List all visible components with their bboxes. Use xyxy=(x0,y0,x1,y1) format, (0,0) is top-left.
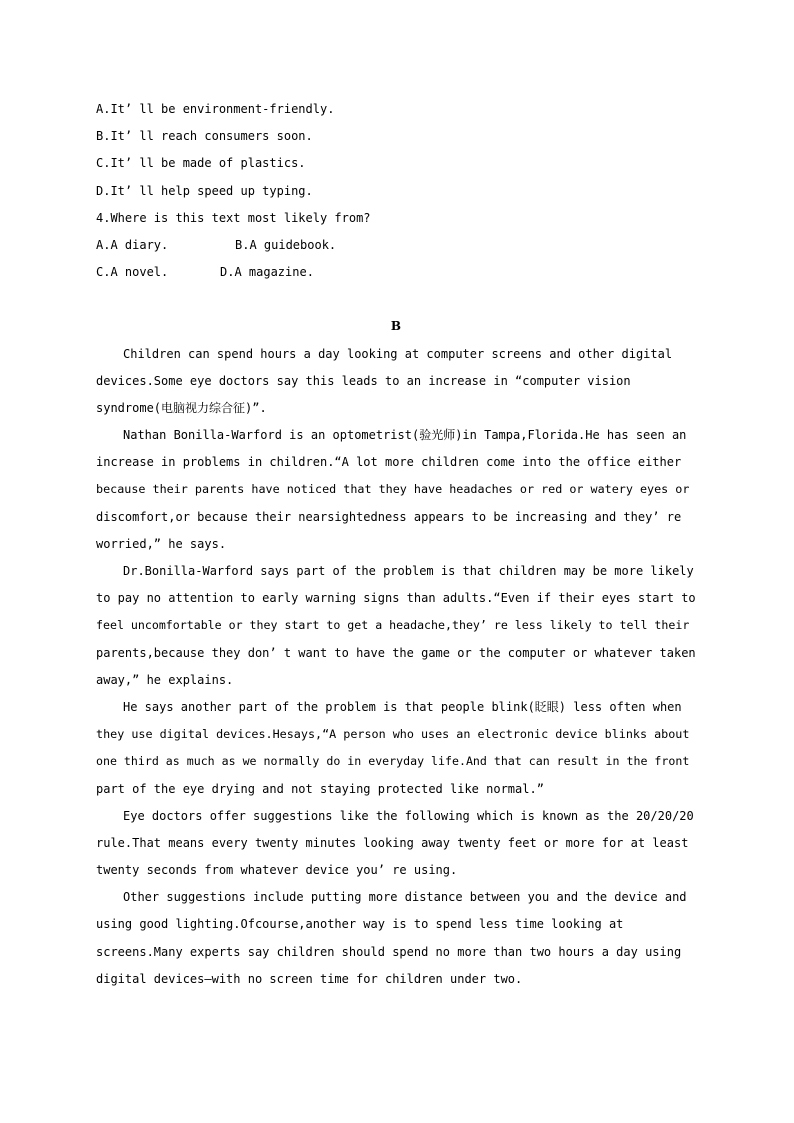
paragraph-line: part of the eye drying and not staying protected like normal.” xyxy=(96,781,544,796)
question-4-option-b: B.A guidebook. xyxy=(235,237,337,252)
paragraph-line: He says another part of the problem is that people blink(眨眼) less often when xyxy=(123,699,682,714)
paragraph-line: to pay no attention to early warning signs than adults.“Even if their eyes start to xyxy=(96,591,696,606)
paragraph-line: Other suggestions include putting more distance between you and the device and xyxy=(123,890,687,905)
question-4-option-d: D.A magazine. xyxy=(220,265,314,280)
paragraph-line: they use digital devices.Hesays,“A person who uses an electronic device blinks about xyxy=(96,727,690,742)
paragraph-line: Children can spend hours a day looking at computer screens and other digital xyxy=(123,346,673,361)
paragraph-line: Nathan Bonilla-Warford is an optometrist(验光师)in Tampa,Florida.He has seen an xyxy=(123,428,687,443)
paragraph-line: parents,because they don’ t want to have the game or the computer or whatever taken xyxy=(96,645,696,660)
paragraph-6 xyxy=(96,884,696,993)
paragraph-line: syndrome(电脑视力综合征)”. xyxy=(96,400,267,415)
paragraph-line: digital devices—with no screen time for children under two. xyxy=(96,971,523,986)
question-4-option-a: A.A diary. xyxy=(96,237,169,252)
section-spacer xyxy=(96,286,696,313)
paragraph-line: because their parents have noticed that they have headaches or red or watery eyes or xyxy=(96,482,690,497)
paragraph-5 xyxy=(96,803,696,885)
paragraph-line: feel uncomfortable or they start to get a headache,they’ re less likely to tell their xyxy=(96,618,690,633)
section-b-title: B xyxy=(390,319,402,334)
question-4-stem: 4.Where is this text most likely from? xyxy=(96,210,371,225)
question-4-options-row-1 xyxy=(96,232,696,259)
paragraph-2 xyxy=(96,422,696,558)
option-b-line: B.It’ ll reach consumers soon. xyxy=(96,129,313,144)
paragraph-4 xyxy=(96,694,696,803)
paragraph-line: increase in problems in children.“A lot more children come into the office either xyxy=(96,455,682,470)
paragraph-line: Dr.Bonilla-Warford says part of the problem is that children may be more likely xyxy=(123,564,694,578)
paragraph-1 xyxy=(96,341,696,423)
paragraph-line: using good lighting.Ofcourse,another way is to spend less time looking at xyxy=(96,917,624,932)
document-content xyxy=(96,96,696,993)
question-4-option-c: C.A novel. xyxy=(96,265,169,280)
paragraph-line: Eye doctors offer suggestions like the following which is known as the 20/20/20 xyxy=(123,808,694,823)
paragraph-3 xyxy=(96,558,696,694)
paragraph-line: one third as much as we normally do in everyday life.And that can result in the front xyxy=(96,754,690,769)
paragraph-line: discomfort,or because their nearsightedness appears to be increasing and they’ re xyxy=(96,509,682,524)
option-a-line: A.It’ ll be environment-friendly. xyxy=(96,102,335,116)
paragraph-line: away,” he explains. xyxy=(96,672,234,687)
paragraph-line: twenty seconds from whatever device you’ re using. xyxy=(96,863,458,878)
paragraph-line: rule.That means every twenty minutes looking away twenty feet or more for at least xyxy=(96,835,689,850)
option-d-line: D.It’ ll help speed up typing. xyxy=(96,183,313,198)
paragraph-line: worried,” he says. xyxy=(96,536,227,551)
paragraph-line: devices.Some eye doctors say this leads to an increase in “computer vision xyxy=(96,373,631,388)
question-4-options-row-2 xyxy=(96,259,696,286)
option-c-line: C.It’ ll be made of plastics. xyxy=(96,156,306,171)
paragraph-line: screens.Many experts say children should spend no more than two hours a day using xyxy=(96,944,682,959)
